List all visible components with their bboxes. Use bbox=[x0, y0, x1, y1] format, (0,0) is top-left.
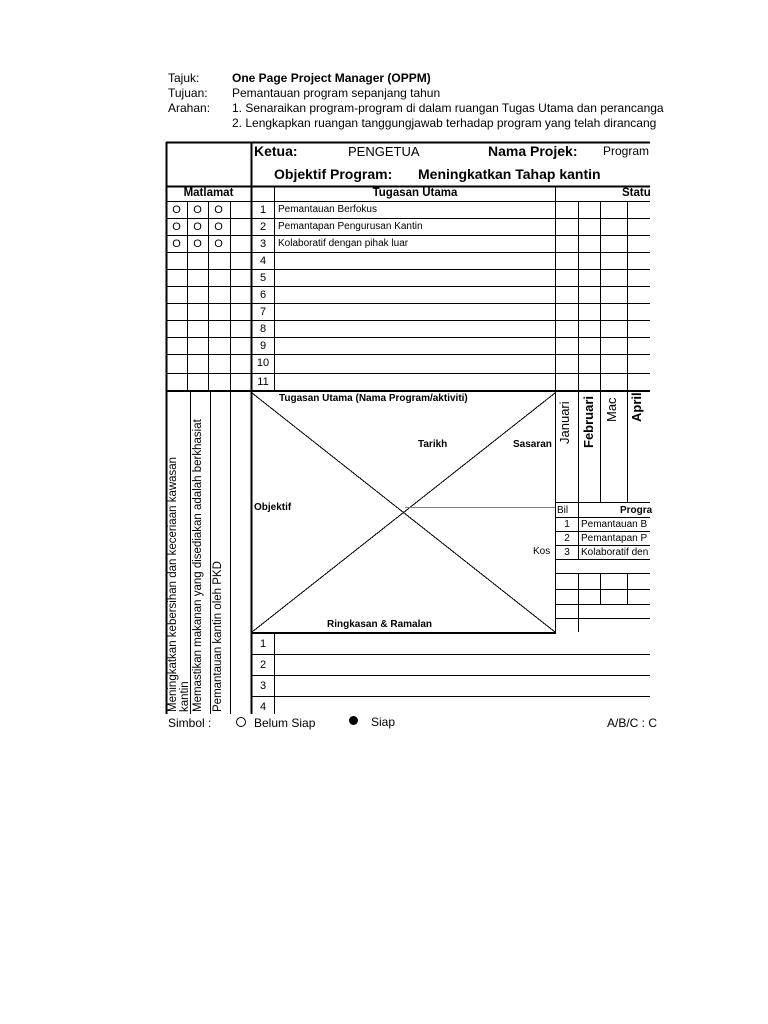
program-name: Pemantauan B bbox=[581, 519, 648, 530]
month-mac: Mac bbox=[604, 397, 619, 422]
status-header: Statu bbox=[622, 187, 651, 199]
task-name: Kolaboratif dengan pihak luar bbox=[278, 238, 409, 249]
tajuk-value: One Page Project Manager (OPPM) bbox=[232, 71, 431, 85]
task-name bbox=[278, 321, 554, 337]
ketua-value: PENGETUA bbox=[348, 144, 420, 159]
task-name bbox=[278, 355, 554, 371]
task-number: 7 bbox=[259, 306, 267, 318]
matlamat-status: O bbox=[172, 221, 181, 233]
matlamat-status: O bbox=[172, 238, 181, 250]
matlamat-status: O bbox=[193, 204, 202, 216]
matlamat-status: O bbox=[214, 238, 223, 250]
task-number: 9 bbox=[259, 340, 267, 352]
tujuan-value: Pemantauan program sepanjang tahun bbox=[232, 86, 441, 100]
vertical-goal-1: Meningkatkan kebersihan dan keceriaan kawasan bbox=[167, 456, 179, 712]
tajuk-label: Tajuk: bbox=[168, 71, 200, 85]
matrix-sasaran-label: Sasaran bbox=[513, 439, 552, 450]
matrix-tarikh-label: Tarikh bbox=[418, 439, 448, 450]
month-januari: Januari bbox=[557, 401, 572, 444]
task-name bbox=[278, 253, 554, 269]
matlamat-status: O bbox=[193, 221, 202, 233]
task-name bbox=[278, 270, 554, 286]
abc-label: A/B/C : C bbox=[607, 716, 658, 730]
matlamat-status: O bbox=[172, 204, 181, 216]
program-number: 2 bbox=[564, 533, 570, 544]
task-number: 4 bbox=[259, 255, 267, 267]
objektif-program-label: Objektif Program: bbox=[274, 166, 393, 182]
arahan-label: Arahan: bbox=[168, 101, 211, 115]
summary-number: 2 bbox=[259, 659, 267, 671]
program-number: 1 bbox=[564, 519, 570, 530]
matrix-ringkasan-label: Ringkasan & Ramalan bbox=[327, 619, 433, 630]
objektif-program-value: Meningkatkan Tahap kantin bbox=[418, 166, 601, 182]
vertical-goal-1b: kantin bbox=[179, 681, 191, 712]
tujuan-label: Tujuan: bbox=[168, 86, 208, 100]
program-name: Kolaboratif den bbox=[581, 547, 649, 558]
tugasan-header: Tugasan Utama bbox=[372, 187, 458, 199]
simbol-label: Simbol : bbox=[168, 716, 212, 730]
task-number: 10 bbox=[256, 357, 270, 369]
summary-number: 4 bbox=[259, 701, 267, 713]
ketua-label: Ketua: bbox=[254, 143, 298, 159]
matlamat-status: O bbox=[214, 221, 223, 233]
vertical-goal-2: Memastikan makanan yang disediakan adalah berkhasiat bbox=[192, 419, 204, 712]
matlamat-header: Matlamat bbox=[183, 187, 234, 199]
program-bil-header: Bil bbox=[557, 505, 569, 516]
task-name bbox=[278, 374, 554, 390]
nama-projek-label: Nama Projek: bbox=[488, 143, 578, 159]
matlamat-status: O bbox=[193, 238, 202, 250]
task-number: 8 bbox=[259, 323, 267, 335]
program-name: Pemantapan P bbox=[581, 533, 648, 544]
matlamat-status: O bbox=[214, 204, 223, 216]
task-number: 3 bbox=[259, 238, 267, 250]
task-name bbox=[278, 287, 554, 303]
program-number: 3 bbox=[564, 547, 570, 558]
arahan-line-1: 1. Senaraikan program-program di dalam ruangan Tugas Utama dan perancanga bbox=[232, 101, 664, 115]
summary-number: 1 bbox=[259, 638, 267, 650]
task-name: Pemantauan Berfokus bbox=[278, 204, 377, 215]
matrix-kos-label: Kos bbox=[533, 546, 551, 557]
summary-number: 3 bbox=[259, 680, 267, 692]
task-number: 6 bbox=[259, 289, 267, 301]
task-number: 2 bbox=[259, 221, 267, 233]
siap-label: Siap bbox=[371, 715, 396, 729]
task-name bbox=[278, 304, 554, 320]
siap-icon bbox=[349, 716, 358, 725]
matrix-tugasan-label: Tugasan Utama (Nama Program/aktiviti) bbox=[279, 393, 468, 404]
task-name: Pemantapan Pengurusan Kantin bbox=[278, 221, 423, 232]
arahan-line-2: 2. Lengkapkan ruangan tanggungjawab terhadap program yang telah dirancang bbox=[232, 116, 657, 130]
task-number: 5 bbox=[259, 272, 267, 284]
nama-projek-value: Program bbox=[603, 144, 650, 158]
vertical-goal-3: Pemantauan kantin oleh PKD bbox=[212, 561, 224, 712]
program-name-header: Progra bbox=[620, 505, 653, 516]
matrix-objektif-label: Objektif bbox=[254, 502, 292, 513]
task-number: 11 bbox=[257, 376, 269, 388]
task-number: 1 bbox=[259, 204, 267, 216]
month-april: April bbox=[629, 392, 644, 422]
month-februari: Februari bbox=[581, 395, 596, 448]
belum-siap-icon bbox=[236, 717, 246, 727]
belum-siap-label: Belum Siap bbox=[254, 716, 316, 730]
task-name bbox=[278, 338, 554, 354]
